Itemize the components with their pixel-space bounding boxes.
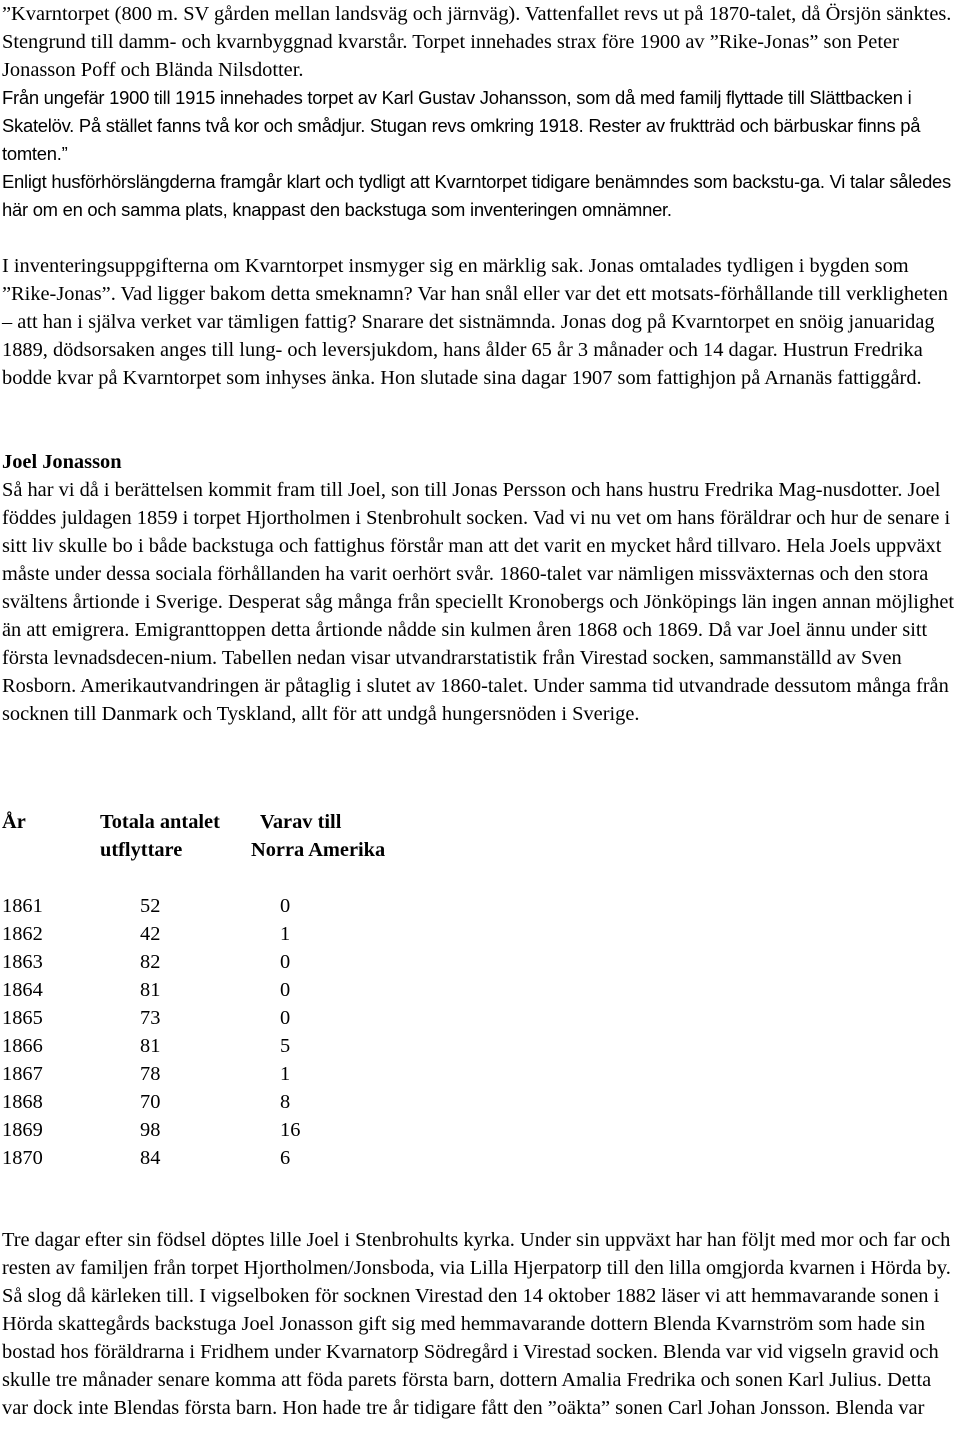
cell-year: 1867 [2, 1063, 43, 1085]
table-body [2, 892, 462, 1172]
table-row [2, 1060, 462, 1088]
backstuga-paragraph: Enligt husförhörslängderna framgår klart och tydligt att Kvarntorpet tidigare benämndes som backstu-ga. Vi talar således här om en och samma plats, knappast den backstuga som inventeringen omnämner. [2, 171, 951, 220]
cell-america: 0 [280, 895, 291, 917]
table-row [2, 948, 462, 976]
cell-total: 78 [140, 1063, 161, 1085]
cell-total: 84 [140, 1147, 161, 1169]
table-row [2, 1004, 462, 1032]
table-row [2, 976, 462, 1004]
cell-total: 82 [140, 951, 161, 973]
rikejonas-paragraph: I inventeringsuppgifterna om Kvarntorpet insmyger sig en märklig sak. Jonas omtalades tydligen i bygden som ”Rike-Jonas”. Vad ligger bakom detta smeknamn? Var han snål eller var det ett motsats-förhållande till verkligheten – att han i själva verket var tämligen fattig? Snarare det sistnämnda. Jonas dog på Kvarntorpet en snöig januaridag 1889, dödsorsaken anges till lung- och leversjukdom, hans ålder 65 år 3 månader och 14 dagar. Hustrun Fredrika bodde kvar på Kvarntorpet som inhyses änka. Hon slutade sina dagar 1907 som fattighjon på Arnanäs fattiggård. [2, 255, 948, 389]
quote-paragraph-serif: ”Kvarntorpet (800 m. SV gården mellan landsväg och järnväg). Vattenfallet revs ut på 1870-talet, då Örsjön sänktes. Stengrund till damm- och kvarnbyggnad kvarstår. Torpet innehades strax före 1900 av ”Rike-Jonas” son Peter Jonasson Poff och Blända Nilsdotter. [2, 3, 952, 81]
cell-america: 0 [280, 979, 291, 1001]
cell-year: 1865 [2, 1007, 43, 1029]
cell-total: 81 [140, 979, 161, 1001]
cell-total: 73 [140, 1007, 161, 1029]
cell-total: 98 [140, 1119, 161, 1141]
header-total-line1: Totala antalet [100, 811, 220, 833]
backstuga-block [2, 168, 958, 224]
header-year: År [2, 811, 26, 833]
final-paragraph: Tre dagar efter sin födsel döptes lille Joel i Stenbrohults kyrka. Under sin uppväxt har han följt med mor och far och resten av familjen från torpet Hjortholmen/Jonsboda, via Lilla Hjerpatorp till den lilla omgjorda kvarnen i Hörda by. Så slog då kärleken till. I vigselboken för socknen Virestad den 14 oktober 1882 läser vi att hemmavarande sonen i Hörda skattegårds backstuga Joel Jonasson gift sig med hemmavarande dottern Blenda Kvarnström som hade sin bostad hos föräldrarna i Fridhem under Kvarnatorp Södregård i Virestad socken. Blenda var vid vigseln gravid och skulle tre månader senare komma att föda parets första barn, dottern Amalia Fredrika och sonen Karl Julius. Detta var dock inte Blendas första barn. Hon hade tre år tidigare fått den ”oäkta” sonen Carl Johan Jonsson. Blenda var [2, 1229, 951, 1419]
header-america-line2: Norra Amerika [251, 839, 386, 861]
cell-year: 1863 [2, 951, 43, 973]
cell-year: 1864 [2, 979, 43, 1001]
table-header [2, 808, 462, 866]
section-heading: Joel Jonasson [2, 451, 122, 473]
cell-total: 52 [140, 895, 161, 917]
cell-america: 0 [280, 951, 291, 973]
cell-total: 81 [140, 1035, 161, 1057]
cell-america: 6 [280, 1147, 291, 1169]
cell-total: 70 [140, 1091, 161, 1113]
table-row [2, 1116, 462, 1144]
header-total-line2: utflyttare [100, 839, 183, 861]
table-row [2, 1032, 462, 1060]
cell-total: 42 [140, 923, 161, 945]
cell-america: 5 [280, 1035, 291, 1057]
table-row [2, 920, 462, 948]
cell-year: 1862 [2, 923, 43, 945]
table-row [2, 1088, 462, 1116]
rikejonas-block [2, 252, 958, 392]
cell-america: 16 [280, 1119, 301, 1141]
table-row [2, 892, 462, 920]
cell-year: 1866 [2, 1035, 43, 1057]
cell-america: 8 [280, 1091, 291, 1113]
quote-paragraph-sans: Från ungefär 1900 till 1915 innehades torpet av Karl Gustav Johansson, som då med familj flyttade till Slättbacken i Skatelöv. På stället fanns två kor och smådjur. Stugan revs omkring 1918. Rester av fruktträd och bärbuskar finns på tomten.” [2, 87, 921, 164]
header-america-line1: Varav till [260, 811, 342, 833]
cell-year: 1861 [2, 895, 43, 917]
cell-year: 1870 [2, 1147, 43, 1169]
final-block [2, 1226, 958, 1422]
cell-america: 1 [280, 1063, 291, 1085]
cell-year: 1868 [2, 1091, 43, 1113]
emigration-table [2, 808, 462, 1169]
quote-block [2, 0, 958, 168]
table-row [2, 1144, 462, 1172]
cell-year: 1869 [2, 1119, 43, 1141]
joel-block [2, 448, 958, 728]
cell-america: 0 [280, 1007, 291, 1029]
joel-paragraph: Så har vi då i berättelsen kommit fram till Joel, son till Jonas Persson och hans hustru Fredrika Mag-nusdotter. Joel föddes juldagen 1859 i torpet Hjortholmen i Stenbrohult socken. Vad vi nu vet om hans föräldrar och hur de senare i sitt liv skulle bo i både backstuga och fattighus förstår man att det varit en mycket hård tillvaro. Hela Joels uppväxt måste under dessa sociala förhållanden ha varit oerhört svår. 1860-talet var nämligen missväxternas och den stora svältens årtionde i Sverige. Desperat såg många från speciellt Kronobergs och Jönköpings län ingen annan möjlighet än att emigrera. Emigranttoppen detta årtionde nådde sin kulmen åren 1868 och 1869. Då var Joel ännu under sitt första levnadsdecen-nium. Tabellen nedan visar utvandrarstatistik från Virestad socken, sammanställd av Sven Rosborn. Amerikautvandringen är påtaglig i slutet av 1860-talet. Under samma tid utvandrade dessutom många från socknen till Danmark och Tyskland, allt för att undgå hungersnöden i Sverige. [2, 479, 955, 725]
cell-america: 1 [280, 923, 291, 945]
